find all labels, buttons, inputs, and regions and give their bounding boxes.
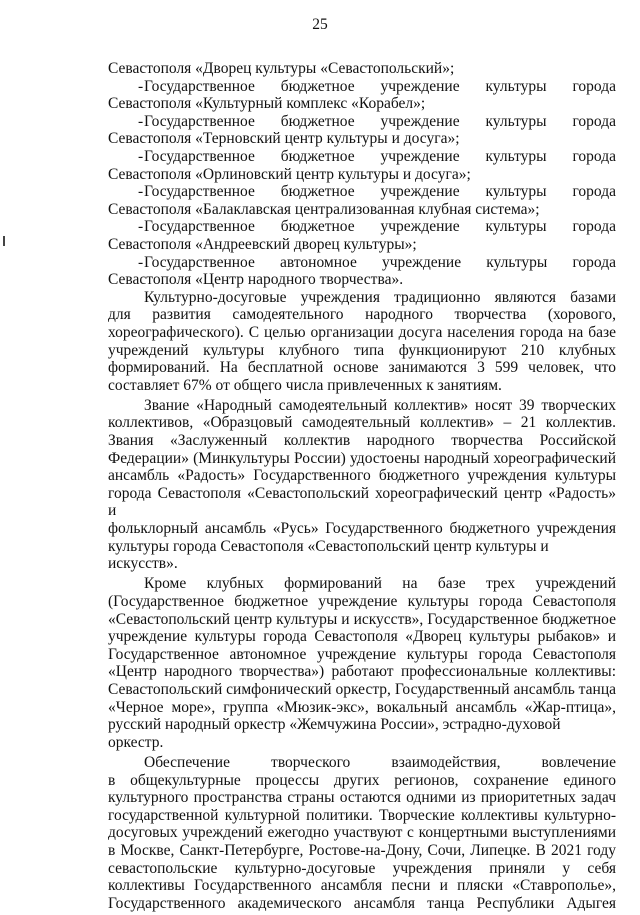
list-item-line: Государственное бюджетное учреждение культуры города [144, 218, 616, 236]
list-dash: - [138, 77, 144, 95]
text-line: в общекультурные процессы других регионов, сохранение единого [108, 771, 616, 789]
text-line: «Севастопольский центр культуры и искусств», Государственное бюджетное [108, 610, 616, 628]
list-dash: - [138, 147, 144, 165]
list-item-line: Севастополя «Центр народного творчества». [108, 271, 404, 289]
text-line: Культурно-досуговые учреждения традиционно являются базами [144, 288, 616, 306]
text-line: учреждений культуры клубного типа функционируют 210 клубных [108, 341, 616, 359]
text-line: «Центр народного творчества») работают профессиональные коллективы: [108, 663, 616, 681]
text-line: русский народный оркестр «Жемчужина России», эстрадно-духовой оркестр. [108, 716, 561, 751]
list-item [108, 148, 616, 183]
list-dash: - [138, 112, 144, 130]
text-line: Государственное автономное учреждение культуры города Севастополя [108, 645, 616, 663]
text-line: государственной культурной политики. Творческие коллективы культурно- [108, 806, 616, 824]
list-dash: - [138, 253, 144, 271]
list-item-line: Севастополя «Андреевский дворец культуры»; [108, 235, 417, 253]
text-line: учреждение культуры города Севастополя «Дворец культуры рыбаков» и [108, 628, 616, 646]
text-line: формирований. На бесплатной основе занимаются 3 599 человек, что [108, 359, 616, 377]
text-line: составляет 67% от общего числа привлеченных к занятиям. [108, 376, 502, 394]
list-item-line: Государственное автономное учреждение культуры города [144, 253, 616, 271]
text-line: ансамбль «Радость» Государственного бюджетного учреждения культуры [108, 467, 616, 485]
text-line: культурного пространства страны остаются одними из приоритетных задач [108, 789, 616, 807]
text-line: Кроме клубных формирований на базе трех учреждений [144, 575, 616, 593]
list-item-line: Государственное бюджетное учреждение культуры города [144, 147, 616, 165]
text-line: в Москве, Санкт-Петербурге, Ростове-на-Дону, Сочи, Липецке. В 2021 году [108, 841, 616, 859]
text-line: (Государственное бюджетное учреждение культуры города Севастополя [108, 593, 616, 610]
paragraph [108, 575, 616, 751]
paragraph [108, 289, 616, 395]
list-item [108, 254, 616, 289]
text-line: фольклорный ансамбль «Русь» Государственного бюджетного учреждения [108, 520, 616, 538]
margin-mark [3, 236, 5, 246]
text-line: города Севастополя «Севастопольский хореографический центр «Радость» и [108, 484, 616, 520]
text-line: культуры города Севастополя «Севастопольский центр культуры и искусств». [108, 537, 549, 573]
list-item-line: Севастополя «Культурный комплекс «Корабел»; [108, 95, 426, 113]
text-line: досуговых учреждений ежегодно участвуют с концертными выступлениями [108, 824, 616, 842]
text-line: коллективов, «Образцовый самодеятельный коллектив» – 21 коллектив. [108, 414, 616, 432]
list-item [108, 78, 616, 113]
text-line: севастопольские культурно-досуговые учреждения приняли у себя [108, 859, 616, 877]
list-item-line: Севастополя «Орлиновский центр культуры и досуга»; [108, 165, 471, 183]
list-item-line: Государственное бюджетное учреждение культуры города [144, 77, 616, 95]
text-line: Севастопольский симфонический оркестр, Государственный ансамбль танца [108, 680, 616, 698]
paragraph [108, 754, 616, 912]
institution-list [108, 78, 616, 289]
list-item [108, 183, 616, 218]
list-item-line: Государственное бюджетное учреждение культуры города [144, 183, 616, 201]
list-item-line: Севастополя «Балаклавская централизованная клубная система»; [108, 200, 540, 218]
document-body [108, 60, 616, 915]
text-line: Федерации» (Минкультуры России) удостоены народный хореографический [108, 449, 616, 467]
list-dash: - [138, 218, 144, 236]
text-line: для развития самодеятельного народного творчества (хорового, [108, 306, 616, 324]
list-item-line: Севастополя «Терновский центр культуры и досуга»; [108, 130, 460, 148]
list-dash: - [138, 183, 144, 201]
text-line: Государственного академического ансамбля танца Республики Адыгея [108, 894, 616, 912]
intro-line: Севастополя «Дворец культуры «Севастопольский»; [108, 60, 455, 77]
text-line: хореографического). С целью организации досуга населения города на базе [108, 323, 616, 341]
paragraph [108, 397, 616, 573]
paragraphs [108, 289, 616, 915]
text-line: Звания «Заслуженный коллектив народного творчества Российской [108, 432, 616, 450]
page-number: 25 [312, 16, 328, 33]
text-line: Обеспечение творческого взаимодействия, вовлечение [144, 753, 616, 771]
list-item-line: Государственное бюджетное учреждение культуры города [144, 112, 616, 130]
text-line: Звание «Народный самодеятельный коллектив» носят 39 творческих [144, 396, 616, 414]
list-item [108, 218, 616, 253]
text-line: «Черное море», группа «Мюзик-экс», вокальный ансамбль «Жар-птица», [108, 698, 616, 716]
list-item [108, 113, 616, 148]
text-line: коллективы Государственного ансамбля песни и пляски «Ставрополье», [108, 877, 616, 895]
